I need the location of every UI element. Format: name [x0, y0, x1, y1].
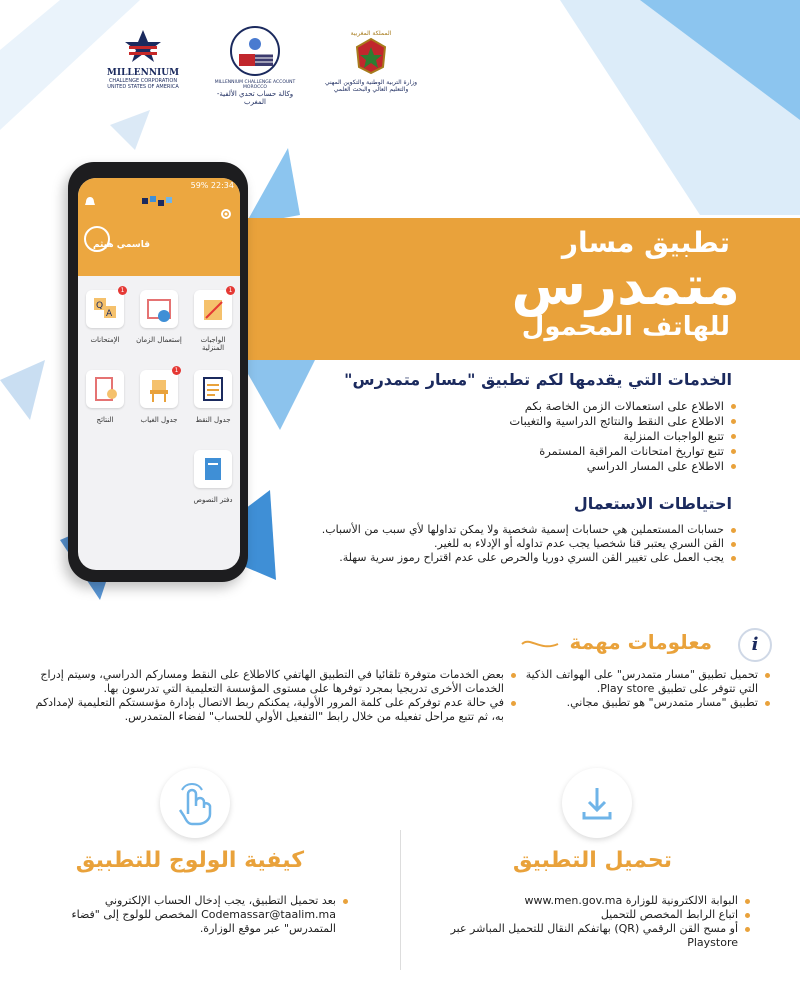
- important-title: معلومات مهمة: [569, 630, 712, 654]
- services-title: الخدمات التي يقدمها لكم تطبيق "مسار متمدرس": [344, 370, 732, 389]
- tile-results[interactable]: [86, 370, 124, 408]
- phone-screen: [78, 178, 240, 570]
- user-name: قاسمي هيثم: [92, 240, 150, 250]
- tile-timetable[interactable]: [140, 290, 178, 328]
- bell-icon[interactable]: [84, 196, 96, 208]
- star-icon: [123, 28, 163, 64]
- important-right-list: [522, 668, 772, 710]
- services-list: [358, 399, 738, 474]
- app-logo-icon: [140, 194, 178, 212]
- list-item: الاطلاع على استعمالات الزمن الخاصة بكم: [358, 399, 738, 414]
- mcc-line1: MILLENNIUM: [106, 68, 180, 78]
- list-item: أو مسح القن الرقمي (QR) بهاتفكم النقال للتحميل المباشر عبر Playstore: [422, 922, 752, 950]
- textbook-icon: [194, 450, 232, 488]
- tile-homework-label: الواجبات المنزلية: [200, 336, 226, 352]
- tile-textbook-label: دفتر النصوص: [193, 496, 233, 504]
- mcc-line3: UNITED STATES OF AMERICA: [107, 84, 179, 90]
- access-icon-circle: [160, 768, 230, 838]
- settings-gear-icon[interactable]: [220, 208, 232, 220]
- absence-icon: [140, 370, 178, 408]
- banner-title-line3: للهاتف المحمول: [521, 312, 730, 342]
- mca-logo: [208, 26, 302, 106]
- status-bar: 59% 22:34: [190, 181, 234, 190]
- download-icon-circle: [562, 768, 632, 838]
- grades-icon: [194, 370, 232, 408]
- important-left-list: [26, 668, 518, 724]
- mcc-line2: CHALLENGE CORPORATION: [108, 78, 178, 84]
- svg-text:Q: Q: [96, 301, 104, 311]
- ministry-logo: [322, 30, 420, 93]
- list-item: بعد تحميل التطبيق، يجب إدخال الحساب الإلكتروني Codemassar@taalim.ma المخصص للولوج إلى "فضاء المتمدرس" عبر موقع الوزارة.: [40, 894, 350, 936]
- app-header: [78, 178, 240, 276]
- column-divider: [400, 830, 401, 970]
- ministry-line1: المملكة المغربية: [350, 30, 392, 37]
- list-item: الاطلاع على النقط والنتائج الدراسية والتغيبات: [358, 414, 738, 429]
- list-item: تطبيق "مسار متمدرس" هو تطبيق مجاني.: [522, 696, 772, 710]
- list-item: اتباع الرابط المخصص للتحميل: [422, 908, 752, 922]
- list-item: بعض الخدمات متوفرة تلقائيا في التطبيق الهاتفي كالاطلاع على النقط ومساركم الدراسي، وسيتم إدراج الخدمات الأخرى تدريجيا بمجرد توفرها على مستوى المؤسسة التعليمية التي تدرسون بها.: [26, 668, 518, 696]
- flags-emblem-icon: [223, 26, 287, 76]
- tile-grades-label: جدول النقط: [195, 416, 231, 424]
- tile-absence-badge: 1: [172, 366, 181, 375]
- tile-timetable-label: إستعمال الزمان: [136, 336, 182, 344]
- ministry-line3: والتعليم العالي والبحث العلمي: [333, 86, 409, 93]
- list-item: الاطلاع على المسار الدراسي: [358, 459, 738, 474]
- tile-homework[interactable]: [194, 290, 232, 328]
- tile-homework-badge: 1: [226, 286, 235, 295]
- download-list: [422, 894, 752, 950]
- tile-grades[interactable]: [194, 370, 232, 408]
- list-item: في حالة عدم توفركم على كلمة المرور الأولية، يمكنكم ربط الاتصال بإدارة مؤسستكم التعليمية لإمدادكم به، ثم تتبع مراحل تفعيله من خلال رابط "التفعيل الأولي للحساب" لفضاء المتمدرس.: [26, 696, 518, 724]
- list-item: تحميل تطبيق "مسار متمدرس" على الهواتف الذكية التي تتوفر على تطبيق Play store.: [522, 668, 772, 696]
- list-item: حسابات المستعملين هي حسابات إسمية شخصية ولا يمكن تداولها لأي سبب من الأسباب.: [258, 523, 738, 537]
- list-item: تتبع تواريخ امتحانات المراقبة المستمرة: [358, 444, 738, 459]
- list-item: تتبع الواجبات المنزلية: [358, 429, 738, 444]
- tile-results-label: النتائج: [96, 416, 114, 424]
- tile-absence[interactable]: [140, 370, 178, 408]
- mcc-logo: [98, 28, 188, 90]
- list-item: يجب العمل على تغيير القن السري دوريا والحرص على عدم اقتراح رموز سرية سهلة.: [258, 551, 738, 565]
- download-title: تحميل التطبيق: [512, 848, 672, 873]
- tile-textbook[interactable]: [194, 450, 232, 488]
- timetable-icon: [140, 290, 178, 328]
- svg-text:A: A: [106, 309, 113, 319]
- banner-title-line1: تطبيق مسار: [561, 226, 730, 259]
- precautions-title: احتياطات الاستعمال: [573, 494, 732, 513]
- list-item: البوابة الالكترونية للوزارة www.men.gov.ma: [422, 894, 752, 908]
- list-item: القن السري يعتبر قنا شخصيا يجب عدم تداوله أو الإدلاء به للغير.: [258, 537, 738, 551]
- access-title: كيفية الولوج للتطبيق: [75, 848, 304, 873]
- tile-exams-label: الإمتحانات: [90, 336, 120, 344]
- precautions-list: [258, 523, 738, 565]
- homework-icon: [194, 290, 232, 328]
- tile-exams[interactable]: [86, 290, 124, 328]
- access-list: [40, 894, 350, 936]
- touch-hand-icon: [160, 768, 230, 838]
- tile-exams-badge: 1: [118, 286, 127, 295]
- download-icon: [562, 768, 632, 838]
- results-icon: [86, 370, 124, 408]
- exams-icon: [86, 290, 124, 328]
- coat-of-arms-icon: [354, 37, 388, 75]
- mca-line1: MILLENNIUM CHALLENGE ACCOUNT MOROCCO: [214, 80, 296, 90]
- info-icon: i: [738, 628, 772, 662]
- ministry-line2: وزارة التربية الوطنية والتكوين المهني: [324, 79, 418, 86]
- important-title-underline: [520, 634, 560, 654]
- mca-line2: وكالة حساب تحدي الألفية-المغرب: [216, 90, 294, 106]
- tile-absence-label: جدول الغياب: [140, 416, 178, 424]
- banner-title-line2: متمدرس: [511, 254, 740, 317]
